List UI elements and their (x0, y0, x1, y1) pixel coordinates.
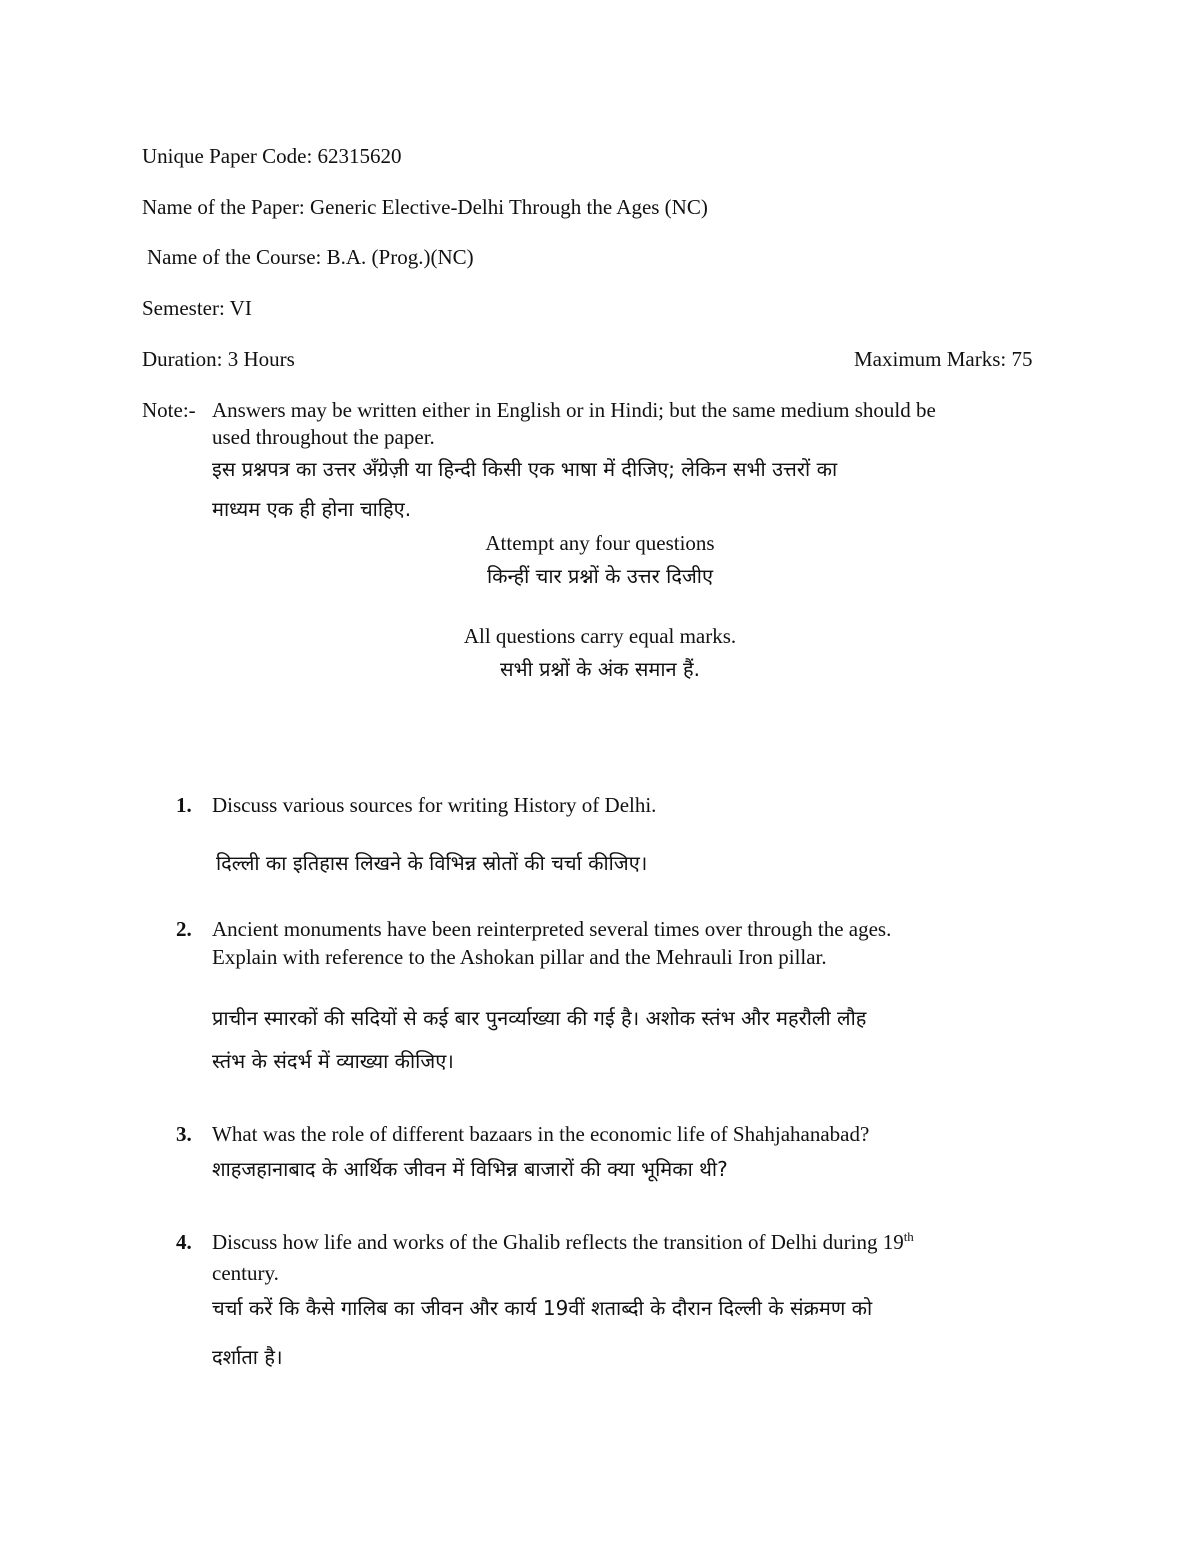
question-number: 3. (176, 1122, 192, 1146)
question-hindi-line: चर्चा करें कि कैसे गालिब का जीवन और कार्य 19वीं शताब्दी के दौरान दिल्ली के संक्रमण को (212, 1296, 873, 1320)
note-hindi-line-2: माध्यम एक ही होना चाहिए. (212, 497, 412, 521)
ordinal-suffix: th (903, 1229, 914, 1244)
paper-code: Unique Paper Code: 62315620 (142, 144, 402, 168)
question-hindi-line: दर्शाता है। (212, 1345, 283, 1369)
note-english-line-1: Answers may be written either in English or in Hindi; but the same medium should be (212, 398, 936, 422)
note-hindi-line-1: इस प्रश्नपत्र का उत्तर अँग्रेज़ी या हिन्दी किसी एक भाषा में दीजिए; लेकिन सभी उत्तरों का (212, 457, 838, 481)
note-english-line-2: used throughout the paper. (212, 425, 435, 449)
course-name: Name of the Course: B.A. (Prog.)(NC) (147, 245, 474, 269)
question-hindi-line: शाहजहानाबाद के आर्थिक जीवन में विभिन्न बाजारों की क्या भूमिका थी? (212, 1157, 728, 1181)
maximum-marks: Maximum Marks: 75 (854, 347, 1033, 371)
duration: Duration: 3 Hours (142, 347, 295, 371)
note-label: Note:- (142, 398, 196, 422)
question-hindi-line: प्राचीन स्मारकों की सदियों से कई बार पुनर्व्याख्या की गई है। अशोक स्तंभ और महरौली लौह (212, 1006, 867, 1030)
attempt-instruction-hi: किन्हीं चार प्रश्नों के उत्तर दिजीए (486, 564, 714, 588)
question-hindi-line: दिल्ली का इतिहास लिखने के विभिन्न स्रोतों की चर्चा कीजिए। (216, 851, 648, 875)
question-number: 1. (176, 793, 192, 817)
question-english-line: What was the role of different bazaars in the economic life of Shahjahanabad? (212, 1122, 870, 1146)
question-hindi-line: स्तंभ के संदर्भ में व्याख्या कीजिए। (212, 1049, 454, 1073)
question-english-line: century. (212, 1261, 279, 1285)
marks-instruction-hi: सभी प्रश्नों के अंक समान हैं. (500, 657, 700, 681)
question-english-line (212, 1229, 914, 1255)
question-english-line: Explain with reference to the Ashokan pillar and the Mehrauli Iron pillar. (212, 945, 827, 969)
question-number: 4. (176, 1230, 192, 1254)
marks-instruction-en: All questions carry equal marks. (463, 624, 737, 648)
attempt-instruction-en: Attempt any four questions (485, 531, 715, 555)
question-english-line: Ancient monuments have been reinterpreted several times over through the ages. (212, 917, 892, 941)
paper-name: Name of the Paper: Generic Elective-Delhi Through the Ages (NC) (142, 195, 708, 219)
semester: Semester: VI (142, 296, 252, 320)
question-number: 2. (176, 917, 192, 941)
question-english-text: Discuss how life and works of the Ghalib reflects the transition of Delhi during 19 (212, 1230, 904, 1254)
question-english-line: Discuss various sources for writing History of Delhi. (212, 793, 657, 817)
